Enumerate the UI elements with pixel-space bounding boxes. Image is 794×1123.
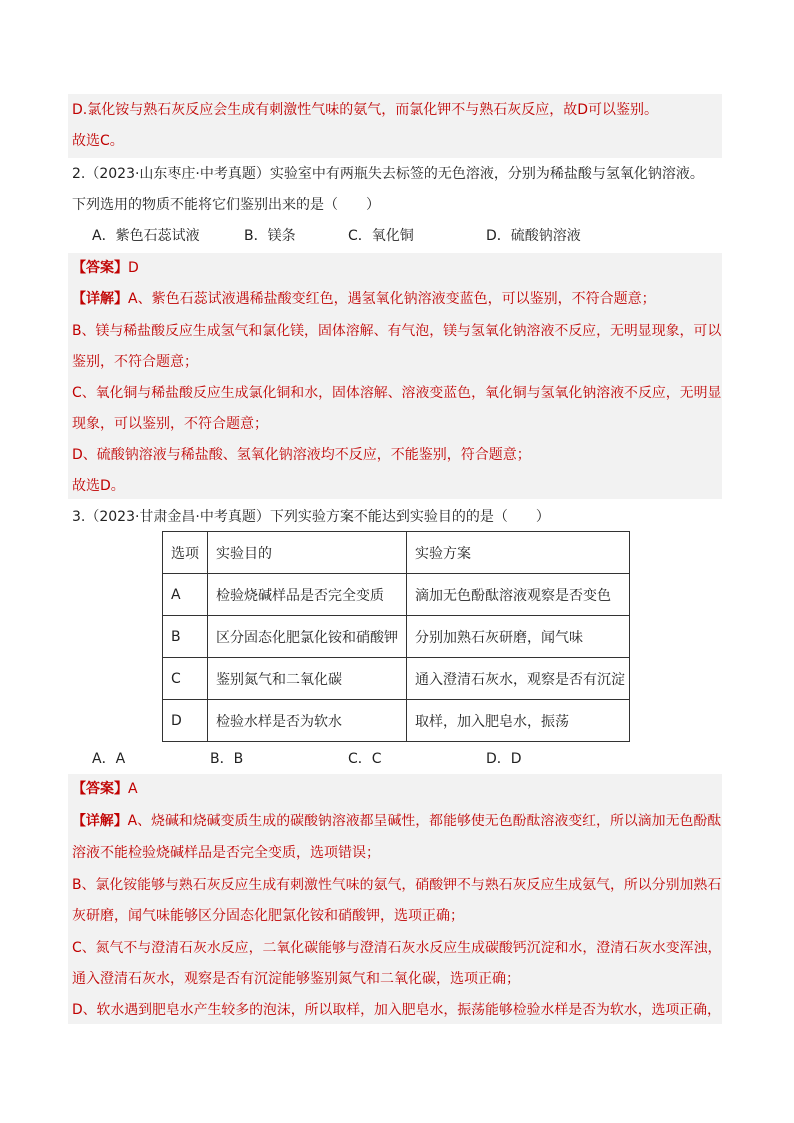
q3-detail-line-7: D、软水遇到肥皂水产生较多的泡沫，所以取样，加入肥皂水，振荡能够检验水样是否为软水，选项正确，: [72, 1002, 721, 1018]
q3-option-b: B．B: [210, 751, 244, 767]
q3-option-d: D．D: [486, 751, 522, 767]
table-cell: 检验烧碱样品是否完全变质: [208, 574, 407, 616]
q3-detail-line-1: 【详解】A、烧碱和烧碱变质生成的碳酸钠溶液都呈碱性，都能够使无色酚酞溶液变红，所以滴加无色酚酞: [72, 813, 722, 829]
table-header-cell: 实验方案: [407, 532, 630, 574]
q3-detail-line-6: 通入澄清石灰水，观察是否有沉淀能够鉴别氮气和二氧化碳，选项正确；: [72, 971, 520, 987]
table-cell: 通入澄清石灰水，观察是否有沉淀: [407, 658, 630, 700]
table-cell: 滴加无色酚酞溶液观察是否变色: [407, 574, 630, 616]
table-row: [163, 616, 630, 658]
q2-option-c: C．氧化铜: [348, 228, 414, 244]
table-header-cell: 选项: [163, 532, 208, 574]
q3-table: [162, 531, 630, 742]
q2-detail-line-3: 鉴别，不符合题意；: [72, 354, 198, 370]
table-header-row: [163, 532, 630, 574]
q3-option-c: C．C: [348, 751, 382, 767]
prev-conclusion: 故选C。: [72, 133, 124, 149]
table-cell: 检验水样是否为软水: [208, 700, 407, 742]
q2-stem-line1: 2.（2023·山东枣庄·中考真题）实验室中有两瓶失去标签的无色溶液，分别为稀盐酸与氢氧化钠溶液。: [72, 166, 704, 182]
answer-value: D: [128, 260, 139, 276]
q3-answer: [72, 779, 138, 799]
q2-detail-line-5: 现象，可以鉴别，不符合题意；: [72, 416, 268, 432]
table-row: [163, 700, 630, 742]
answer-tag: 【答案】: [72, 781, 128, 797]
table-cell: B: [163, 616, 208, 658]
table-row: [163, 574, 630, 616]
q2-answer: [72, 258, 139, 278]
table-cell: D: [163, 700, 208, 742]
prev-detail-line: D.氯化铵与熟石灰反应会生成有刺激性气味的氨气，而氯化钾不与熟石灰反应，故D可以鉴别。: [72, 102, 659, 118]
q3-detail-line-5: C、氮气不与澄清石灰水反应，二氧化碳能够与澄清石灰水反应生成碳酸钙沉淀和水，澄清石灰水变浑浊，: [72, 940, 722, 956]
q2-option-a: A．紫色石蕊试液: [92, 228, 200, 244]
table-cell: C: [163, 658, 208, 700]
answer-tag: 【答案】: [72, 260, 128, 276]
q2-option-d: D．硫酸钠溶液: [486, 228, 581, 244]
detail-tag: 【详解】: [72, 813, 128, 829]
q3-option-a: A．A: [92, 751, 126, 767]
answer-value: A: [128, 781, 138, 797]
q3-detail-line-2: 溶液不能检验烧碱样品是否完全变质，选项错误；: [72, 845, 380, 861]
detail-tag: 【详解】: [72, 291, 128, 307]
table-cell: 取样，加入肥皂水，振荡: [407, 700, 630, 742]
table-cell: A: [163, 574, 208, 616]
q3-detail-line-3: B、氯化铵能够与熟石灰反应生成有刺激性气味的氨气，硝酸钾不与熟石灰反应生成氨气，所以分别加熟石: [72, 877, 722, 893]
q3-stem: 3.（2023·甘肃金昌·中考真题）下列实验方案不能达到实验目的的是（ ）: [72, 509, 550, 525]
table-header-cell: 实验目的: [208, 532, 407, 574]
table-cell: 分别加熟石灰研磨，闻气味: [407, 616, 630, 658]
table-cell: 鉴别氮气和二氧化碳: [208, 658, 407, 700]
q2-detail-line-2: B、镁与稀盐酸反应生成氢气和氯化镁，固体溶解、有气泡，镁与氢氧化钠溶液不反应，无明显现象，可以: [72, 323, 722, 339]
table-cell: 区分固态化肥氯化铵和硝酸钾: [208, 616, 407, 658]
q2-stem-line2: 下列选用的物质不能将它们鉴别出来的是（ ）: [72, 197, 380, 213]
q2-detail-line-7: 故选D。: [72, 478, 125, 494]
table-row: [163, 658, 630, 700]
q2-detail-line-6: D、硫酸钠溶液与稀盐酸、氢氧化钠溶液均不反应，不能鉴别，符合题意；: [72, 447, 531, 463]
q3-detail-line-4: 灰研磨，闻气味能够区分固态化肥氯化铵和硝酸钾，选项正确；: [72, 908, 464, 924]
q2-option-b: B．镁条: [244, 228, 296, 244]
q2-detail-line-1: 【详解】A、紫色石蕊试液遇稀盐酸变红色，遇氢氧化钠溶液变蓝色，可以鉴别，不符合题意；: [72, 291, 656, 307]
q2-detail-line-4: C、氧化铜与稀盐酸反应生成氯化铜和水，固体溶解、溶液变蓝色，氧化铜与氢氧化钠溶液不反应，无明显: [72, 385, 722, 401]
